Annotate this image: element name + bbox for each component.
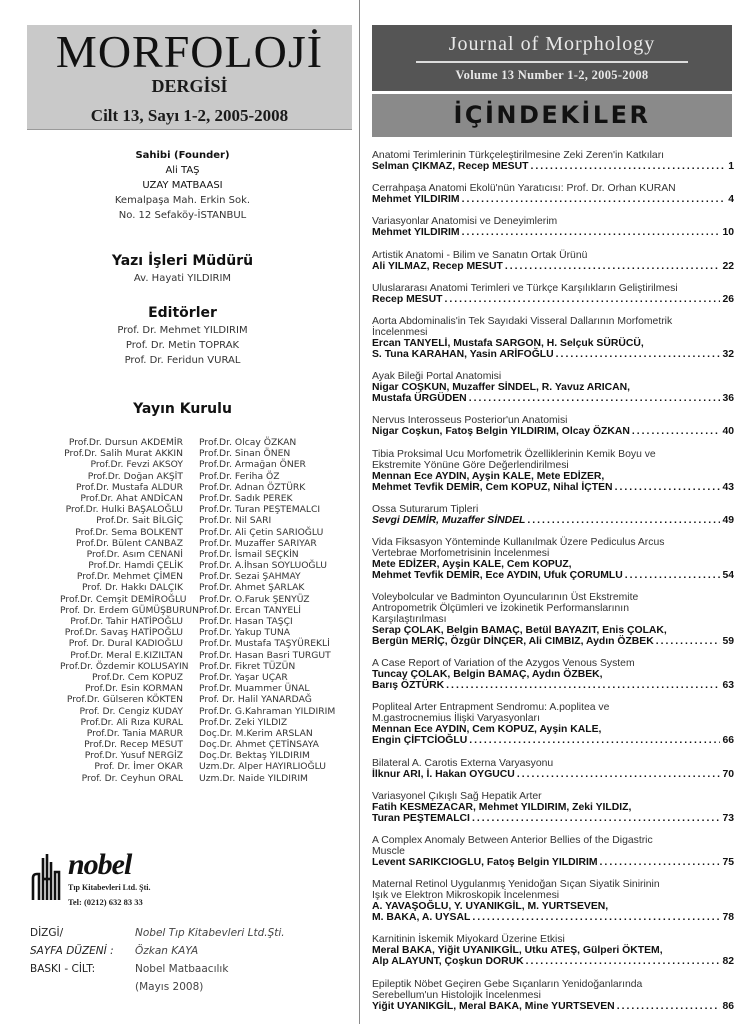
article-title: Popliteal Arter Entrapment Sendromu: A.poplitea ve — [372, 702, 610, 714]
article-title: Cerrahpaşa Anatomi Ekolü'nün Yaratıcısı: Prof. Dr. Orhan KURAN — [372, 183, 676, 195]
article-title: Bilateral A. Carotis Externa Varyasyonu — [372, 757, 554, 769]
board-member: Prof.Dr. Özdemir KOLUSAYIN — [60, 660, 189, 672]
board-member: Prof.Dr. Turan PEŞTEMALCI — [199, 504, 321, 516]
credit-value: Nobel Tıp Kitabevleri Ltd.Şti. — [135, 927, 285, 939]
board-member: Prof.Dr. Sinan ÖNEN — [199, 448, 291, 460]
board-member: Prof. Dr. Dural KADIOĞLU — [68, 638, 183, 650]
article-authors: Mehmet YILDIRIM — [372, 227, 460, 239]
article-authors: Mennan Ece AYDIN, Cem KOPUZ, Ayşin KALE, — [372, 724, 602, 736]
dot-leader — [469, 393, 721, 404]
board-member: Prof.Dr. Sezai ŞAHMAY — [199, 571, 301, 583]
editorial-board-heading: Yayın Kurulu — [133, 401, 232, 417]
article-title: Epileptik Nöbet Geçiren Gebe Sıçanların Yenidoğanlarında — [372, 978, 643, 990]
owner-heading: Sahibi (Founder) — [135, 150, 230, 161]
authors-page-row — [372, 912, 734, 923]
dot-leader — [472, 912, 720, 923]
toc-entry[interactable] — [372, 283, 734, 305]
column-divider — [359, 0, 360, 1024]
toc-entry[interactable] — [372, 702, 734, 746]
credit-label: SAYFA DÜZENİ : — [30, 945, 114, 957]
board-member: Prof.Dr. Esin KORMAN — [84, 683, 183, 695]
article-authors: Mehmet Tevfik DEMİR, Cem KOPUZ, Nihal İÇTEN — [372, 481, 613, 493]
authors-page-row — [372, 735, 734, 746]
editor-name: Prof. Dr. Feridun VURAL — [124, 355, 241, 366]
dot-leader — [469, 735, 720, 746]
page-number: 73 — [722, 812, 734, 824]
article-authors: Mennan Ece AYDIN, Ayşin KALE, Mete EDİZER, — [372, 470, 605, 482]
page-number: 75 — [722, 857, 734, 868]
page-number: 78 — [722, 912, 734, 924]
editor-name: Prof. Dr. Mehmet YILDIRIM — [117, 325, 248, 336]
article-title: Voleybolcular ve Badminton Oyuncularının Üst Ekstremite — [372, 592, 639, 604]
dot-leader — [517, 769, 721, 780]
toc-entry[interactable] — [372, 250, 734, 272]
board-member: Prof.Dr. A.İhsan SOYLUOĞLU — [199, 560, 327, 572]
credit-row — [30, 927, 330, 945]
article-title: Variasyonel Çıkışlı Sağ Hepatik Arter — [372, 790, 542, 802]
authors-page-row — [372, 813, 734, 824]
toc-entry[interactable] — [372, 183, 734, 205]
article-title: Karşılaştırılması — [372, 614, 447, 626]
toc-entry[interactable] — [372, 658, 734, 691]
managing-editor-heading: Yazı İşleri Müdürü — [111, 253, 254, 269]
authors-page-row — [372, 294, 734, 305]
board-member: Prof. Dr. İmer OKAR — [94, 761, 183, 773]
credit-value: (Mayıs 2008) — [135, 981, 204, 993]
board-member: Prof.Dr. Mustafa ALDUR — [75, 481, 183, 493]
page-number: 49 — [722, 514, 734, 526]
authors-page-row — [372, 680, 734, 691]
authors-page-row — [372, 956, 734, 967]
page-number: 22 — [722, 260, 734, 272]
board-member: Prof.Dr. Hasan Basri TURGUT — [199, 649, 331, 661]
dot-leader — [530, 161, 726, 172]
board-member: Prof.Dr. Sait BİLGİÇ — [96, 515, 183, 527]
publisher-logo-block — [30, 848, 330, 912]
authors-page-row — [372, 1001, 734, 1012]
board-member: Prof.Dr. Mehmet ÇİMEN — [76, 571, 183, 583]
article-title: A Case Report of Variation of the Azygos Venous System — [372, 658, 635, 670]
dot-leader — [600, 857, 721, 868]
board-member: Prof.Dr. Hasan TAŞÇI — [199, 616, 293, 627]
credit-label: DİZGİ/ — [30, 927, 64, 939]
page-number: 63 — [722, 680, 734, 692]
toc-entry[interactable] — [372, 758, 734, 780]
board-heading-wrap — [60, 399, 305, 419]
editors-heading: Editörler — [148, 305, 217, 321]
article-authors: S. Tuna KARAHAN, Yasin ARİFOĞLU — [372, 348, 554, 360]
board-member: Prof.Dr. Ali Çetin SARIOĞLU — [199, 526, 324, 538]
board-member: Prof.Dr. Savaş HATİPOĞLU — [64, 627, 183, 639]
toc-entry[interactable] — [372, 150, 734, 172]
board-member: Prof.Dr. Hulki BAŞALOĞLU — [65, 504, 183, 516]
authors-page-row — [372, 349, 734, 360]
owner-address-line-2: No. 12 Sefaköy-İSTANBUL — [118, 210, 247, 221]
board-member: Prof.Dr. Tahir HATİPOĞLU — [70, 616, 183, 627]
article-authors: A. YAVAŞOĞLU, Y. UYANIKGİL, M. YURTSEVEN, — [372, 901, 609, 913]
page-number: 1 — [728, 161, 734, 172]
toc-entry[interactable] — [372, 592, 734, 647]
english-title-banner — [372, 25, 732, 137]
authors-page-row — [372, 393, 734, 404]
page-number: 66 — [722, 735, 734, 747]
page-number: 59 — [722, 636, 734, 648]
dot-leader — [462, 227, 721, 238]
page-number: 43 — [722, 481, 734, 493]
dot-leader — [444, 294, 720, 305]
dot-leader — [632, 426, 721, 437]
board-member: Prof.Dr. Adnan ÖZTÜRK — [199, 481, 306, 493]
article-authors: Recep MESUT — [372, 293, 443, 305]
board-member: Prof.Dr. Muammer ÜNAL — [199, 683, 310, 695]
article-authors: İlknur ARI, İ. Hakan OYGUCU — [372, 768, 515, 780]
page-number: 54 — [722, 569, 734, 581]
board-member: Prof. Dr. Hakkı DALÇIK — [82, 582, 183, 594]
board-member: Prof.Dr. Ercan TANYELİ — [199, 604, 302, 616]
page-number: 4 — [728, 194, 734, 206]
dot-leader — [526, 956, 721, 967]
board-member: Prof.Dr. Doğan AKŞİT — [87, 470, 183, 482]
dot-leader — [505, 261, 721, 272]
turkish-title-banner — [27, 25, 352, 130]
owner-name: Ali TAŞ — [165, 165, 200, 176]
journal-title-turkish: MORFOLOJİ — [55, 26, 324, 77]
board-member: Doç.Dr. Bektaş YILDIRIM — [199, 750, 310, 762]
page-number: 10 — [722, 227, 734, 239]
article-title: Tibia Proksimal Ucu Morfometrik Özelliklerinin Kemik Boyu ve — [372, 448, 656, 460]
publisher-company: Tıp Kitabevleri Ltd. Şti. — [68, 883, 151, 892]
article-title: M.gastrocnemius İlişki Varyasyonları — [372, 713, 540, 725]
credit-value: Özkan KAYA — [135, 945, 199, 957]
article-title: Ayak Bileği Portal Anatomisi — [372, 371, 502, 383]
authors-page-row — [372, 194, 734, 205]
article-authors: Tuncay ÇOLAK, Belgin BAMAÇ, Aydın ÖZBEK, — [372, 669, 603, 681]
managing-editor-section — [60, 251, 305, 286]
volume-info-english: Volume 13 Number 1-2, 2005-2008 — [455, 68, 649, 82]
board-member: Prof. Dr. Erdem GÜMÜŞBURUN — [60, 604, 199, 616]
article-authors: Bergün MERİÇ, Özgür DİNÇER, Ali CIMBIZ, Aydın ÖZBEK — [372, 636, 654, 648]
article-authors: Nigar Coşkun, Fatoş Belgin YILDIRIM, Olcay ÖZKAN — [372, 426, 630, 438]
credit-label: BASKI - CİLT: — [30, 963, 96, 975]
article-authors: Barış ÖZTÜRK — [372, 680, 445, 692]
board-member: Prof.Dr. Bülent CANBAZ — [75, 537, 183, 549]
authors-page-row — [372, 857, 734, 868]
authors-page-row — [372, 570, 734, 581]
dot-leader — [446, 680, 720, 691]
article-authors: Engin ÇİFTCİOĞLU — [372, 735, 468, 747]
authors-page-row — [372, 261, 734, 272]
toc-entry[interactable] — [372, 835, 734, 868]
board-member: Prof.Dr. Fikret TÜZÜN — [199, 660, 296, 672]
article-title: Işık ve Elektron Mikroskopik İncelenmesi — [372, 890, 560, 902]
dot-leader — [617, 1001, 721, 1012]
article-authors: Fatih KESMEZACAR, Mehmet YILDIRIM, Zeki YILDIZ, — [372, 801, 632, 813]
article-title: Anatomi Terimlerinin Türkçeleştirilmesine Zeki Zeren'in Katkıları — [372, 150, 665, 161]
board-member: Prof.Dr. Ahat ANDİCAN — [80, 492, 183, 504]
page-number: 36 — [722, 393, 734, 405]
board-member: Prof.Dr. Nil SARI — [199, 515, 272, 527]
article-title: İncelenmesi — [372, 326, 428, 338]
article-title: A Complex Anomaly Between Anterior Bellies of the Digastric — [372, 835, 653, 846]
page-number: 86 — [722, 1000, 734, 1012]
dot-leader — [472, 813, 720, 824]
toc-entry[interactable] — [372, 415, 734, 437]
board-member: Prof.Dr. Zeki YILDIZ — [199, 716, 288, 728]
board-member: Prof.Dr. Mustafa TAŞYÜREKLİ — [199, 638, 330, 650]
board-member: Prof.Dr. Fevzi AKSOY — [90, 459, 183, 471]
board-member: Prof.Dr. Feriha ÖZ — [199, 470, 280, 482]
toc-entry[interactable] — [372, 371, 734, 404]
board-member: Prof.Dr. Salih Murat AKKIN — [64, 448, 183, 460]
board-member: Prof.Dr. Muzaffer SARIYAR — [199, 537, 317, 549]
board-member: Prof.Dr. Asım CENANİ — [86, 548, 183, 560]
board-member: Prof.Dr. Cem KOPUZ — [92, 671, 183, 683]
board-member: Prof.Dr. Sadık PEREK — [199, 492, 293, 504]
masthead-column — [0, 0, 358, 1024]
toc-entry[interactable] — [372, 504, 734, 526]
board-member: Prof.Dr. Yusuf NERGİZ — [84, 750, 183, 762]
board-member: Doç.Dr. Ahmet ÇETİNSAYA — [199, 739, 319, 751]
article-authors: Mustafa ÜRGÜDEN — [372, 393, 467, 405]
authors-page-row — [372, 636, 734, 647]
board-member: Prof.Dr. Olcay ÖZKAN — [199, 437, 297, 448]
authors-page-row — [372, 227, 734, 238]
publisher-phone: Tel: (0212) 632 83 33 — [68, 897, 143, 907]
dot-leader — [625, 570, 721, 581]
board-member: Doç.Dr. M.Kerim ARSLAN — [199, 727, 313, 739]
article-title: Maternal Retinol Uygulanmış Yenidoğan Sıçan Siyatik Sinirinin — [372, 879, 660, 891]
board-member: Prof.Dr. Armağan ÖNER — [199, 459, 306, 471]
dot-leader — [527, 515, 720, 526]
board-member: Prof.Dr. O.Faruk ŞENYÜZ — [199, 593, 310, 605]
credit-row — [30, 963, 330, 981]
authors-page-row — [372, 482, 734, 493]
toc-entry[interactable] — [372, 934, 734, 967]
board-member: Prof.Dr. Yaşar UÇAR — [199, 671, 288, 683]
article-title: Antropometrik Ölçümleri ve İzokinetik Performanslarının — [372, 603, 629, 615]
board-member: Prof.Dr. Cemşit DEMİROĞLU — [60, 593, 187, 605]
board-member: Prof.Dr. Ali Rıza KURAL — [80, 716, 183, 728]
owner-company: UZAY MATBAASI — [142, 180, 223, 191]
article-title: Muscle — [372, 846, 405, 857]
board-member: Prof.Dr. Tania MARUR — [86, 727, 183, 739]
toc-entry[interactable] — [372, 449, 734, 493]
title-rule — [416, 61, 688, 63]
toc-entry[interactable] — [372, 879, 734, 923]
article-title: Vida Fiksasyon Yönteminde Kullanılmak Üzere Pediculus Arcus — [372, 536, 665, 548]
owner-address-line-1: Kemalpaşa Mah. Erkin Sok. — [114, 195, 251, 206]
nobel-logo-mark-icon — [30, 852, 62, 902]
board-member: Prof.Dr. Hamdi ÇELİK — [88, 560, 183, 572]
article-authors: Sevgi DEMİR, Muzaffer SİNDEL — [372, 514, 526, 526]
article-authors: M. BAKA, A. UYSAL — [372, 912, 471, 924]
authors-page-row — [372, 426, 734, 437]
credit-row — [30, 981, 330, 999]
credit-row — [30, 945, 330, 963]
toc-entry[interactable] — [372, 316, 734, 360]
board-column-a — [60, 437, 199, 784]
dot-leader — [615, 482, 721, 493]
toc-entry[interactable] — [372, 537, 734, 581]
article-authors: Nigar COŞKUN, Muzaffer SİNDEL, R. Yavuz ARICAN, — [372, 382, 631, 394]
authors-page-row — [372, 161, 734, 172]
article-authors: Serap ÇOLAK, Belgin BAMAÇ, Betül BAYAZIT, Enis ÇOLAK, — [372, 625, 667, 637]
article-authors: Turan PEŞTEMALCI — [372, 812, 470, 824]
page-number: 82 — [722, 956, 734, 968]
article-title: Serebellum'un Histolojik İncelenmesi — [372, 989, 541, 1001]
board-member: Prof.Dr. Meral E.KIZILTAN — [70, 649, 183, 661]
journal-subtitle: DERGİSİ — [151, 76, 228, 96]
page-number: 32 — [722, 348, 734, 360]
article-authors: Selman ÇIKMAZ, Recep MESUT — [372, 161, 529, 172]
board-member: Prof. Dr. Cengiz KUDAY — [79, 705, 183, 717]
board-member: Prof.Dr. İsmail SEÇKİN — [199, 548, 299, 560]
publisher-brand: nobel — [68, 848, 132, 881]
article-authors: Ali YILMAZ, Recep MESUT — [372, 260, 503, 272]
toc-entry[interactable] — [372, 979, 734, 1012]
article-title: Vertebrae Morfometrisinin İncelenmesi — [372, 547, 550, 559]
article-title: Uluslararası Anatomi Terimleri ve Türkçe Karşılıkların Geliştirilmesi — [372, 282, 678, 294]
article-authors: Levent SARIKCIOGLU, Fatoş Belgin YILDIRIM — [372, 857, 598, 868]
board-member: Prof.Dr. Ahmet ŞARLAK — [199, 582, 305, 594]
journal-title-band — [372, 25, 732, 91]
board-member: Prof.Dr. Dursun AKDEMİR — [68, 437, 183, 448]
article-title: Artistik Anatomi - Bilim ve Sanatın Ortak Ürünü — [372, 249, 588, 261]
board-column-b — [199, 437, 359, 784]
article-authors: Ercan TANYELİ, Mustafa SARGON, H. Selçuk SÜRÜCÜ, — [372, 337, 644, 349]
toc-entry[interactable] — [372, 791, 734, 824]
page-number: 70 — [722, 768, 734, 780]
article-title: Ekstremite Yönüne Göre Değerlendirilmesi — [372, 459, 569, 471]
owner-section — [60, 148, 305, 223]
volume-info-turkish: Cilt 13, Sayı 1-2, 2005-2008 — [90, 106, 289, 125]
board-member: Uzm.Dr. Naide YILDIRIM — [199, 772, 308, 784]
authors-page-row — [372, 515, 734, 526]
dot-leader — [462, 194, 727, 205]
board-member: Prof.Dr. Recep MESUT — [84, 739, 183, 751]
board-member: Prof.Dr. G.Kahraman YILDIRIM — [199, 705, 336, 717]
article-title: Variasyonlar Anatomisi ve Deneyimlerim — [372, 216, 558, 228]
toc-entry[interactable] — [372, 216, 734, 238]
board-member: Uzm.Dr. Alper HAYIRLIOĞLU — [199, 761, 327, 773]
article-authors: Yiğit UYANIKGİL, Meral BAKA, Mine YURTSEVEN — [372, 1000, 615, 1012]
board-member: Prof.Dr. Yakup TUNA — [199, 627, 290, 639]
article-authors: Mehmet Tevfik DEMİR, Ece AYDIN, Ufuk ÇORUMLU — [372, 569, 623, 581]
production-credits — [30, 927, 330, 999]
board-member: Prof. Dr. Ceyhun ORAL — [81, 772, 183, 784]
editors-section — [60, 303, 305, 368]
page-number: 40 — [722, 426, 734, 438]
editor-name: Prof. Dr. Metin TOPRAK — [125, 340, 240, 351]
journal-title-english: Journal of Morphology — [448, 33, 656, 55]
article-authors: Meral BAKA, Yiğit UYANIKGİL, Utku ATEŞ, Gülperi ÖKTEM, — [372, 945, 663, 957]
contents-heading-band — [372, 94, 732, 137]
article-authors: Mete EDİZER, Ayşin KALE, Cem KOPUZ, — [372, 558, 572, 570]
credit-value: Nobel Matbaacılık — [135, 963, 229, 975]
article-title: Aorta Abdominalis'in Tek Sayıdaki Visseral Dallarının Morfometrik — [372, 315, 673, 327]
article-title: Ossa Suturarum Tipleri — [372, 503, 479, 515]
article-authors: Alp ALAYUNT, Çoşkun DORUK — [372, 956, 524, 968]
page-number: 26 — [722, 293, 734, 305]
board-member: Prof.Dr. Gülseren KÖKTEN — [66, 694, 183, 706]
table-of-contents — [372, 150, 734, 1023]
dot-leader — [556, 349, 721, 360]
article-authors: Mehmet YILDIRIM — [372, 194, 460, 206]
board-member: Prof. Dr. Halil YANARDAĞ — [199, 694, 312, 706]
board-member: Prof.Dr. Sema BOLKENT — [75, 526, 183, 538]
dot-leader — [656, 636, 721, 647]
contents-heading: İÇİNDEKİLER — [453, 101, 651, 129]
authors-page-row — [372, 769, 734, 780]
managing-editor-name: Av. Hayati YILDIRIM — [133, 273, 232, 284]
article-title: Karnitinin İskemik Miyokard Üzerine Etkisi — [372, 934, 565, 946]
article-title: Nervus Interosseus Posterior'un Anatomisi — [372, 415, 568, 427]
